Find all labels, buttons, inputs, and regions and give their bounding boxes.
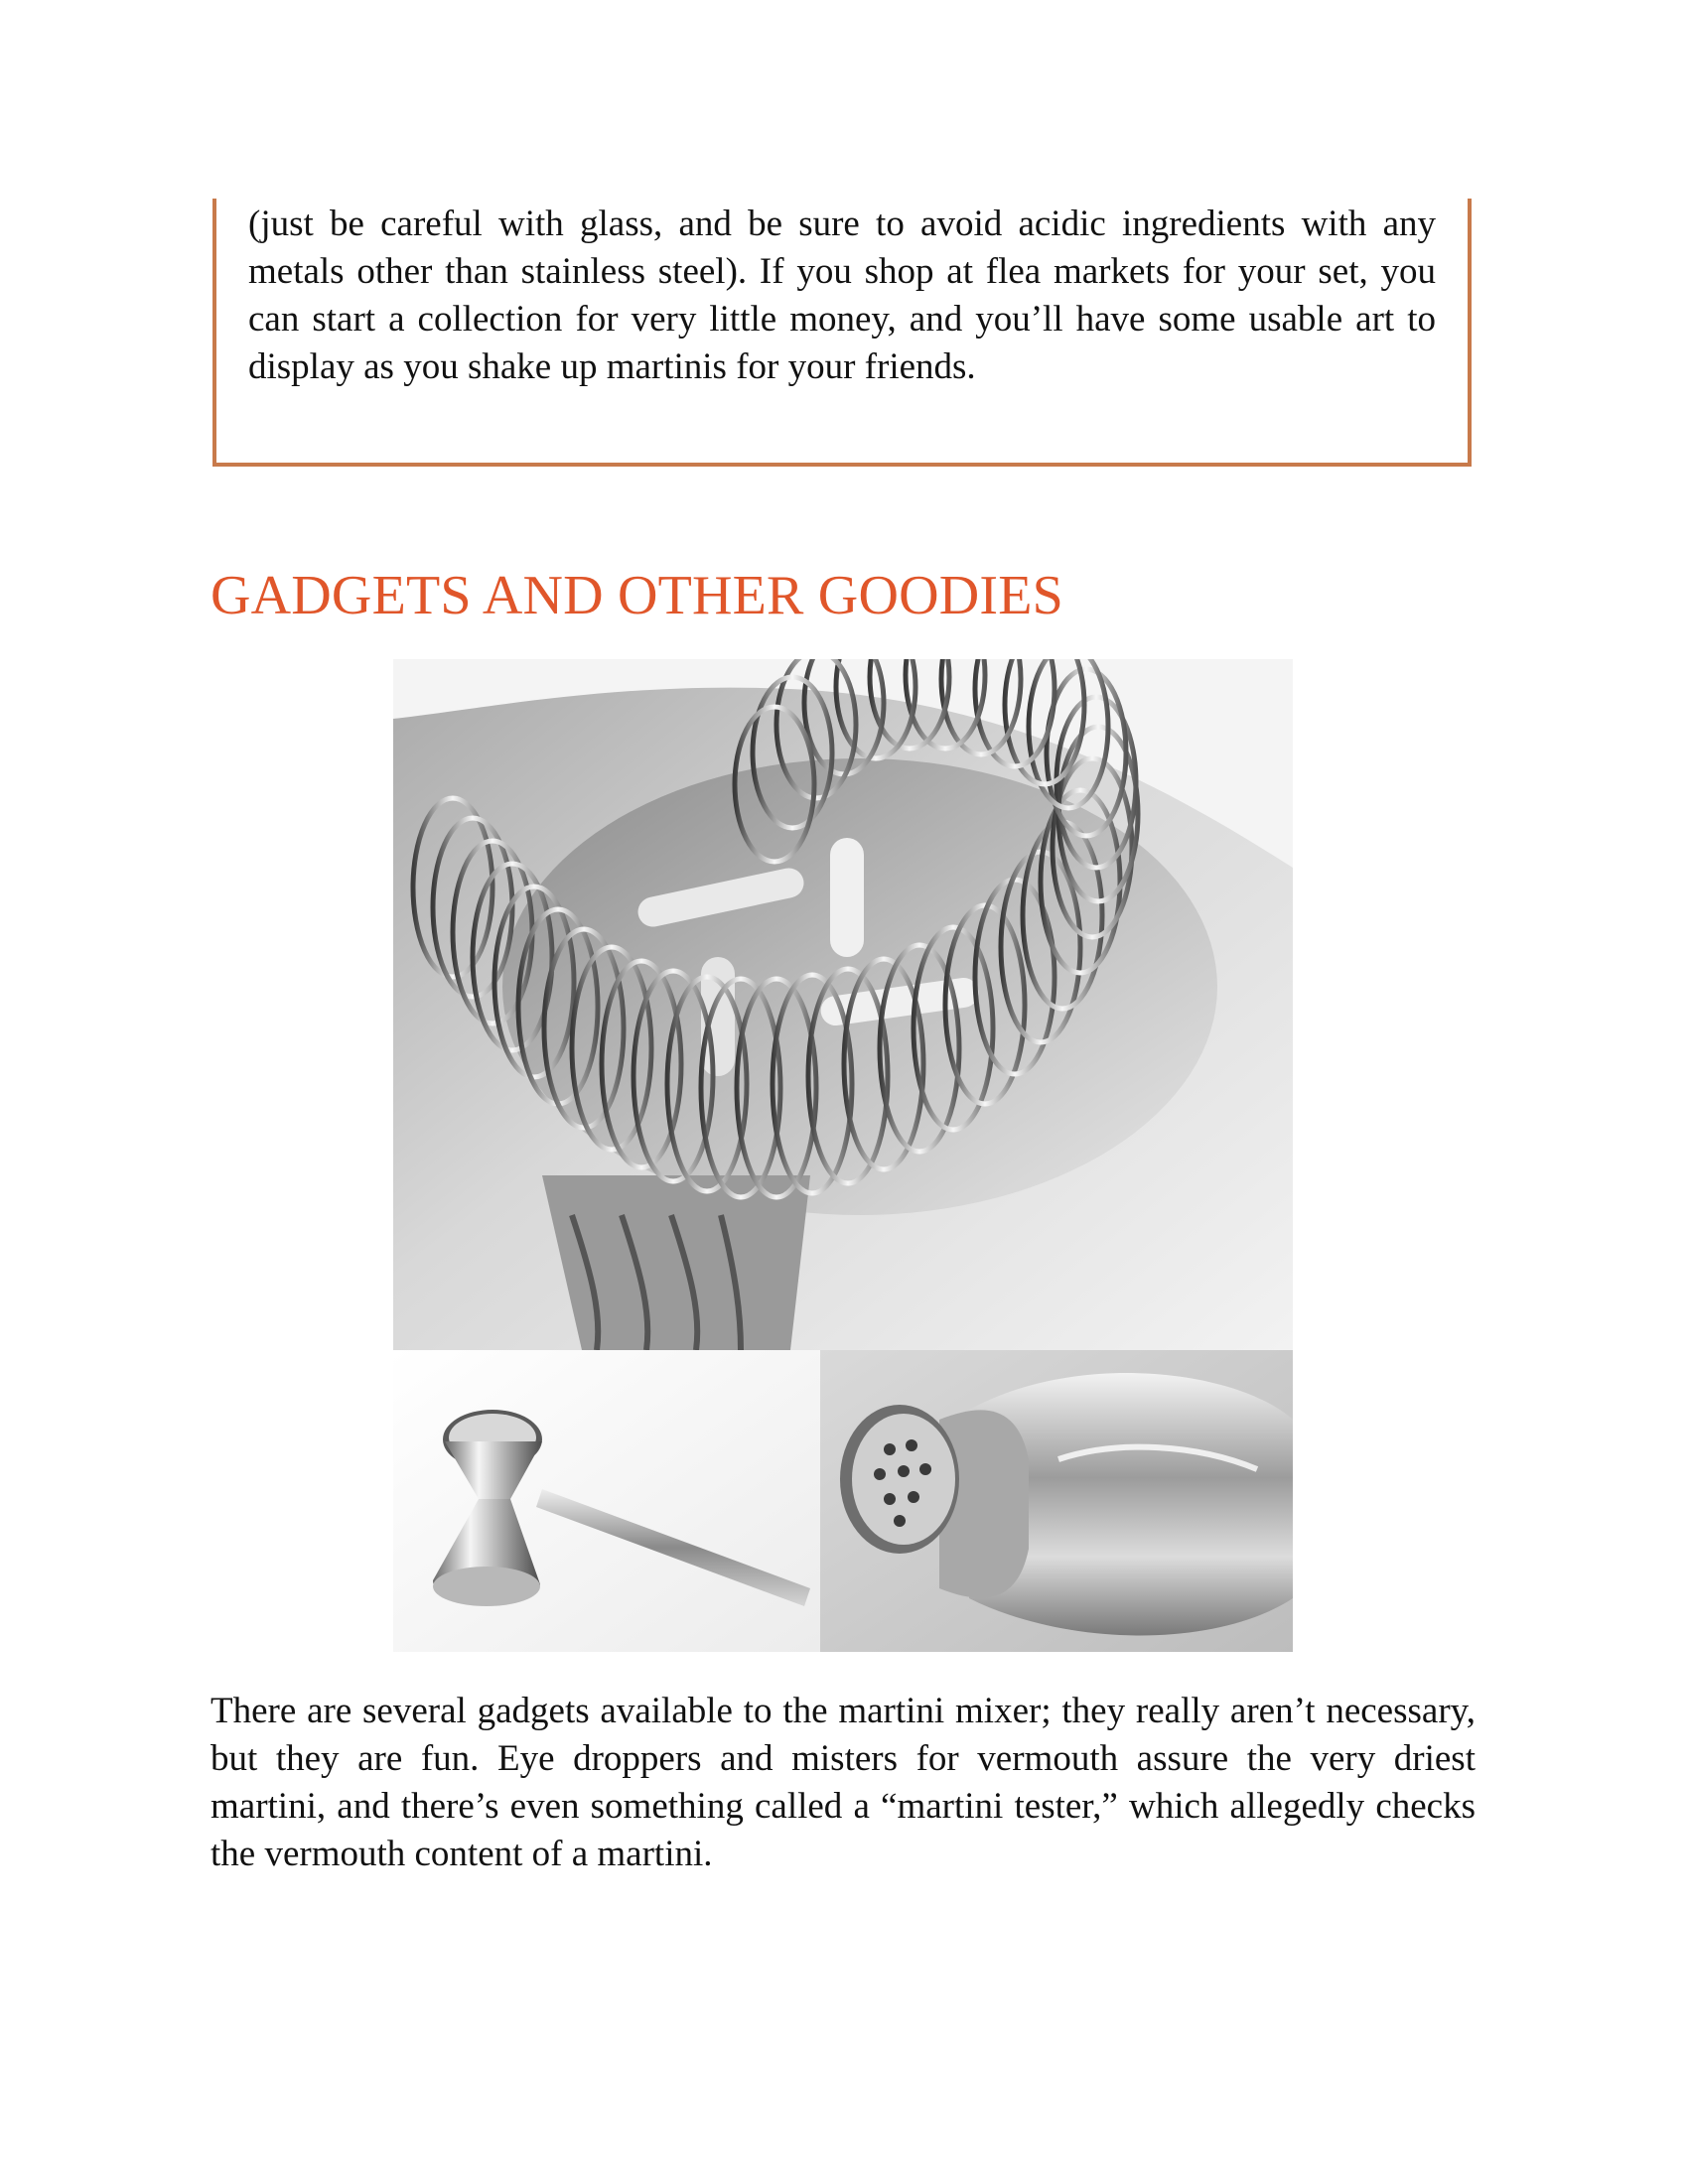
bar-strainer-photo (393, 659, 1293, 1350)
sidebar-text: (just be careful with glass, and be sure to avoid acidic ingredients with any metals other than stainless steel). If you shop at flea markets for your set, you can start a collection for very little money, and you’ll have some usable art to display as you shake up martinis for your friends. (248, 204, 1436, 387)
sidebar-box (212, 199, 1472, 467)
section-heading: GADGETS AND OTHER GOODIES (211, 565, 1063, 626)
cocktail-shaker-photo (820, 1350, 1293, 1652)
jigger-photo (393, 1350, 820, 1652)
body-paragraph: There are several gadgets available to the martini mixer; they really aren’t necessary, but they are fun. Eye droppers and misters for vermouth assure the very driest martini, and there’s even something called a “martini tester,” which allegedly checks the vermouth content of a martini. (211, 1691, 1476, 1874)
gadget-photo-collage (393, 659, 1293, 1652)
